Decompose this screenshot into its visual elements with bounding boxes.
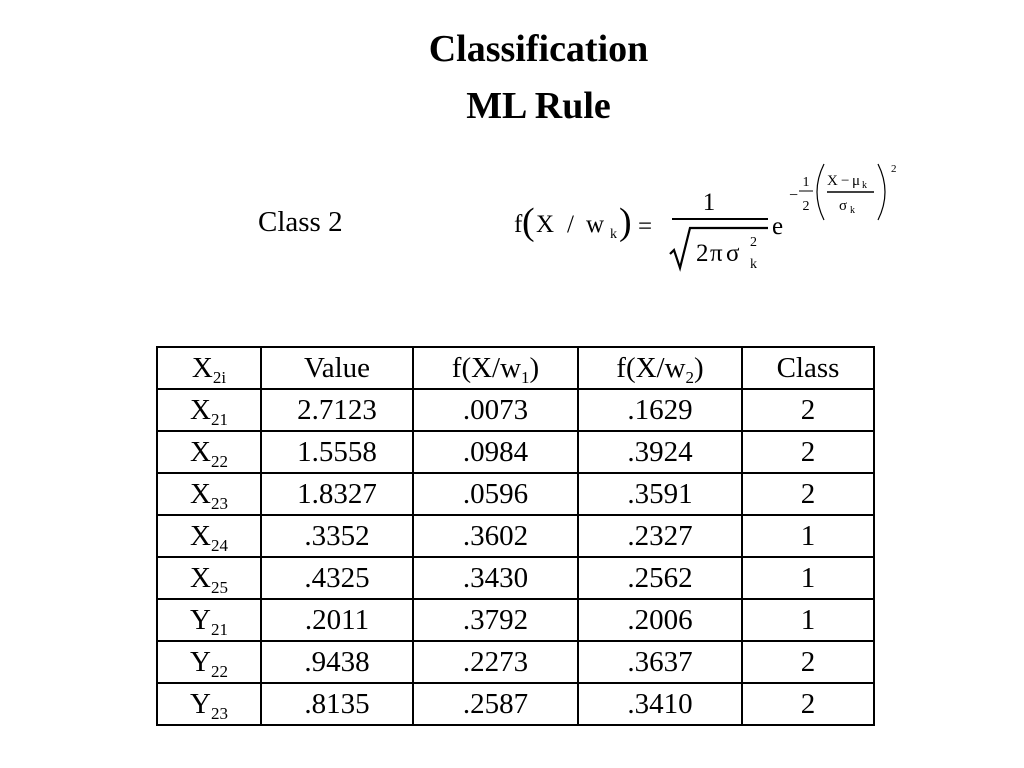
cell-class: 2: [742, 389, 874, 431]
formula-den-sigma: σ: [726, 240, 740, 267]
formula-exp-square: 2: [891, 163, 897, 175]
formula-exp-mu: μ: [852, 173, 861, 189]
formula-exp-minus2: −: [841, 173, 850, 189]
formula-left-paren: (: [522, 201, 535, 243]
formula-numerator: 1: [702, 189, 716, 216]
cell-sample: $Y_{22}$: [157, 641, 261, 683]
formula-exp-half-den: 2: [802, 199, 810, 214]
cell-sample: $X_{24}$: [157, 515, 261, 557]
cell-f1: .0073: [413, 389, 578, 431]
formula-den-subscript: k: [750, 257, 757, 272]
cell-value: .9438: [261, 641, 413, 683]
cell-class: 2: [742, 641, 874, 683]
cell-f2: .2327: [578, 515, 742, 557]
formula-exp-x: X: [827, 173, 838, 189]
cell-value: 1.8327: [261, 473, 413, 515]
formula-x: X: [536, 211, 555, 238]
formula-equals: =: [638, 213, 653, 240]
formula-slash: /: [567, 211, 574, 238]
table-row: [157, 431, 874, 473]
gaussian-likelihood-formula: [500, 150, 920, 280]
cell-sample: $X_{22}$: [157, 431, 261, 473]
cell-f1: .0984: [413, 431, 578, 473]
slide-title-line-2: ML Rule: [466, 85, 611, 127]
cell-sample: $Y_{21}$: [157, 599, 261, 641]
cell-class: 1: [742, 599, 874, 641]
cell-f2: .3637: [578, 641, 742, 683]
formula-exp-sigma-subscript: k: [850, 205, 855, 216]
cell-class: 2: [742, 473, 874, 515]
table-row: [157, 641, 874, 683]
formula-exp-minus: −: [789, 187, 799, 204]
formula-w-subscript: k: [610, 227, 617, 242]
formula-den-pi: π: [710, 240, 723, 267]
formula-w: w: [586, 211, 605, 238]
table-row: [157, 599, 874, 641]
table-row: [157, 473, 874, 515]
cell-class: 1: [742, 515, 874, 557]
cell-value: .8135: [261, 683, 413, 725]
formula-den-superscript: 2: [750, 235, 757, 250]
cell-sample: $Y_{23}$: [157, 683, 261, 725]
table-row: [157, 515, 874, 557]
cell-sample: $X_{21}$: [157, 389, 261, 431]
cell-class: 1: [742, 557, 874, 599]
cell-sample: $X_{23}$: [157, 473, 261, 515]
formula-exp-left-paren: [817, 164, 824, 220]
table-row: [157, 389, 874, 431]
cell-class: 2: [742, 683, 874, 725]
formula-f: f: [514, 211, 523, 238]
formula-den-two: 2: [696, 240, 709, 267]
cell-f1: .3792: [413, 599, 578, 641]
formula-e: e: [772, 213, 784, 240]
formula-exp-right-paren: [878, 164, 885, 220]
header-cell-class: Class: [742, 347, 874, 389]
cell-f2: .3591: [578, 473, 742, 515]
cell-f1: .2273: [413, 641, 578, 683]
class-label: Class 2: [258, 206, 343, 238]
formula-exp-sigma: σ: [839, 198, 848, 214]
cell-value: .2011: [261, 599, 413, 641]
header-cell-sample: $X_{2i}$: [157, 347, 261, 389]
cell-value: 1.5558: [261, 431, 413, 473]
header-cell-value: Value: [261, 347, 413, 389]
slide-title-line-1: Classification: [428, 28, 649, 70]
cell-sample: $X_{25}$: [157, 557, 261, 599]
header-cell-f2: $f(X/w_2)$: [578, 347, 742, 389]
classification-table-body: [157, 347, 874, 725]
cell-f1: .3430: [413, 557, 578, 599]
cell-value: .3352: [261, 515, 413, 557]
cell-value: 2.7123: [261, 389, 413, 431]
cell-f2: .2006: [578, 599, 742, 641]
formula-right-paren: ): [619, 201, 632, 243]
cell-f2: .3924: [578, 431, 742, 473]
table-row: [157, 683, 874, 725]
cell-f2: .2562: [578, 557, 742, 599]
cell-class: 2: [742, 431, 874, 473]
cell-f2: .3410: [578, 683, 742, 725]
header-cell-f1: $f(X/w_1)$: [413, 347, 578, 389]
table-row: [157, 557, 874, 599]
cell-f1: .3602: [413, 515, 578, 557]
cell-f2: .1629: [578, 389, 742, 431]
classification-table: [156, 346, 875, 726]
cell-f1: .0596: [413, 473, 578, 515]
table-header-row: [157, 347, 874, 389]
cell-f1: .2587: [413, 683, 578, 725]
formula-exp-half-num: 1: [802, 175, 810, 190]
cell-value: .4325: [261, 557, 413, 599]
formula-exp-mu-subscript: k: [862, 180, 867, 191]
